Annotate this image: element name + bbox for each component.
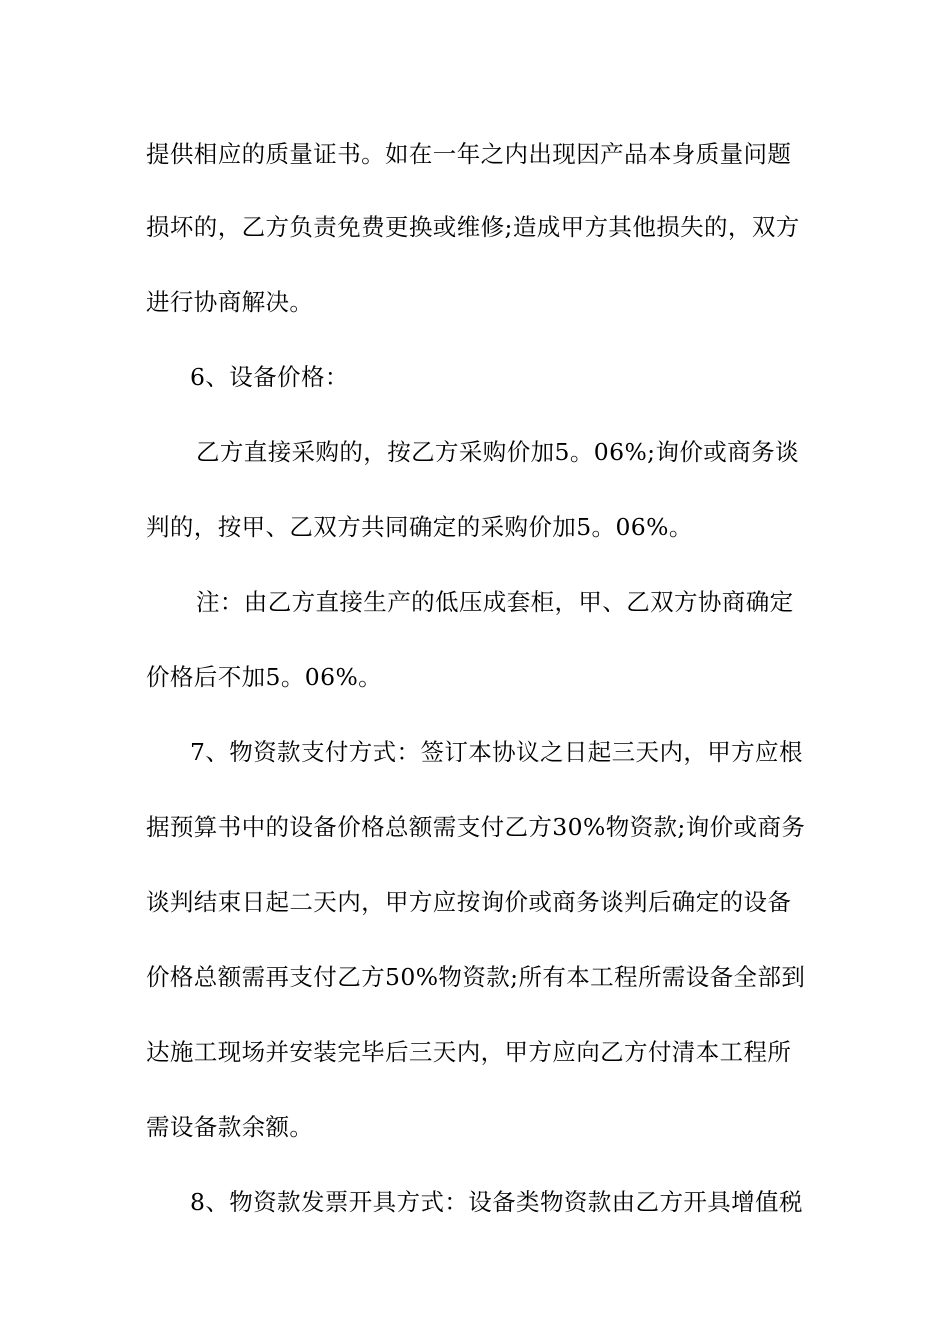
- text-line-50-percent: 价格总额需再支付乙方50%物资款;所有本工程所需设备全部到: [146, 963, 806, 991]
- text-line-note-low-voltage: 注：由乙方直接生产的低压成套柜，甲、乙双方协商确定: [196, 588, 794, 616]
- text-line-damage-replacement: 损坏的，乙方负责免费更换或维修;造成甲方其他损失的，双方: [146, 213, 800, 241]
- text-line-quality-certificate: 提供相应的质量证书。如在一年之内出现因产品本身质量问题: [146, 140, 792, 168]
- text-line-negotiation: 进行协商解决。: [146, 288, 314, 316]
- section-heading-equipment-price: 6、设备价格：: [190, 363, 349, 391]
- text-line-budget-30-percent: 据预算书中的设备价格总额需支付乙方30%物资款;询价或商务: [146, 813, 806, 841]
- text-line-installation-complete: 达施工现场并安装完毕后三天内，甲方应向乙方付清本工程所: [146, 1038, 792, 1066]
- text-line-joint-price: 判的，按甲、乙双方共同确定的采购价加5。06%。: [146, 513, 693, 541]
- text-line-no-markup: 价格后不加5。06%。: [146, 663, 383, 691]
- section-heading-invoice-method: 8、物资款发票开具方式：设备类物资款由乙方开具增值税: [190, 1188, 803, 1216]
- section-heading-payment-method: 7、物资款支付方式：签订本协议之日起三天内，甲方应根: [190, 738, 803, 766]
- text-line-negotiation-end: 谈判结束日起二天内，甲方应按询价或商务谈判后确定的设备: [146, 888, 792, 916]
- text-line-balance: 需设备款余额。: [146, 1113, 314, 1141]
- text-line-direct-purchase: 乙方直接采购的，按乙方采购价加5。06%;询价或商务谈: [196, 438, 799, 466]
